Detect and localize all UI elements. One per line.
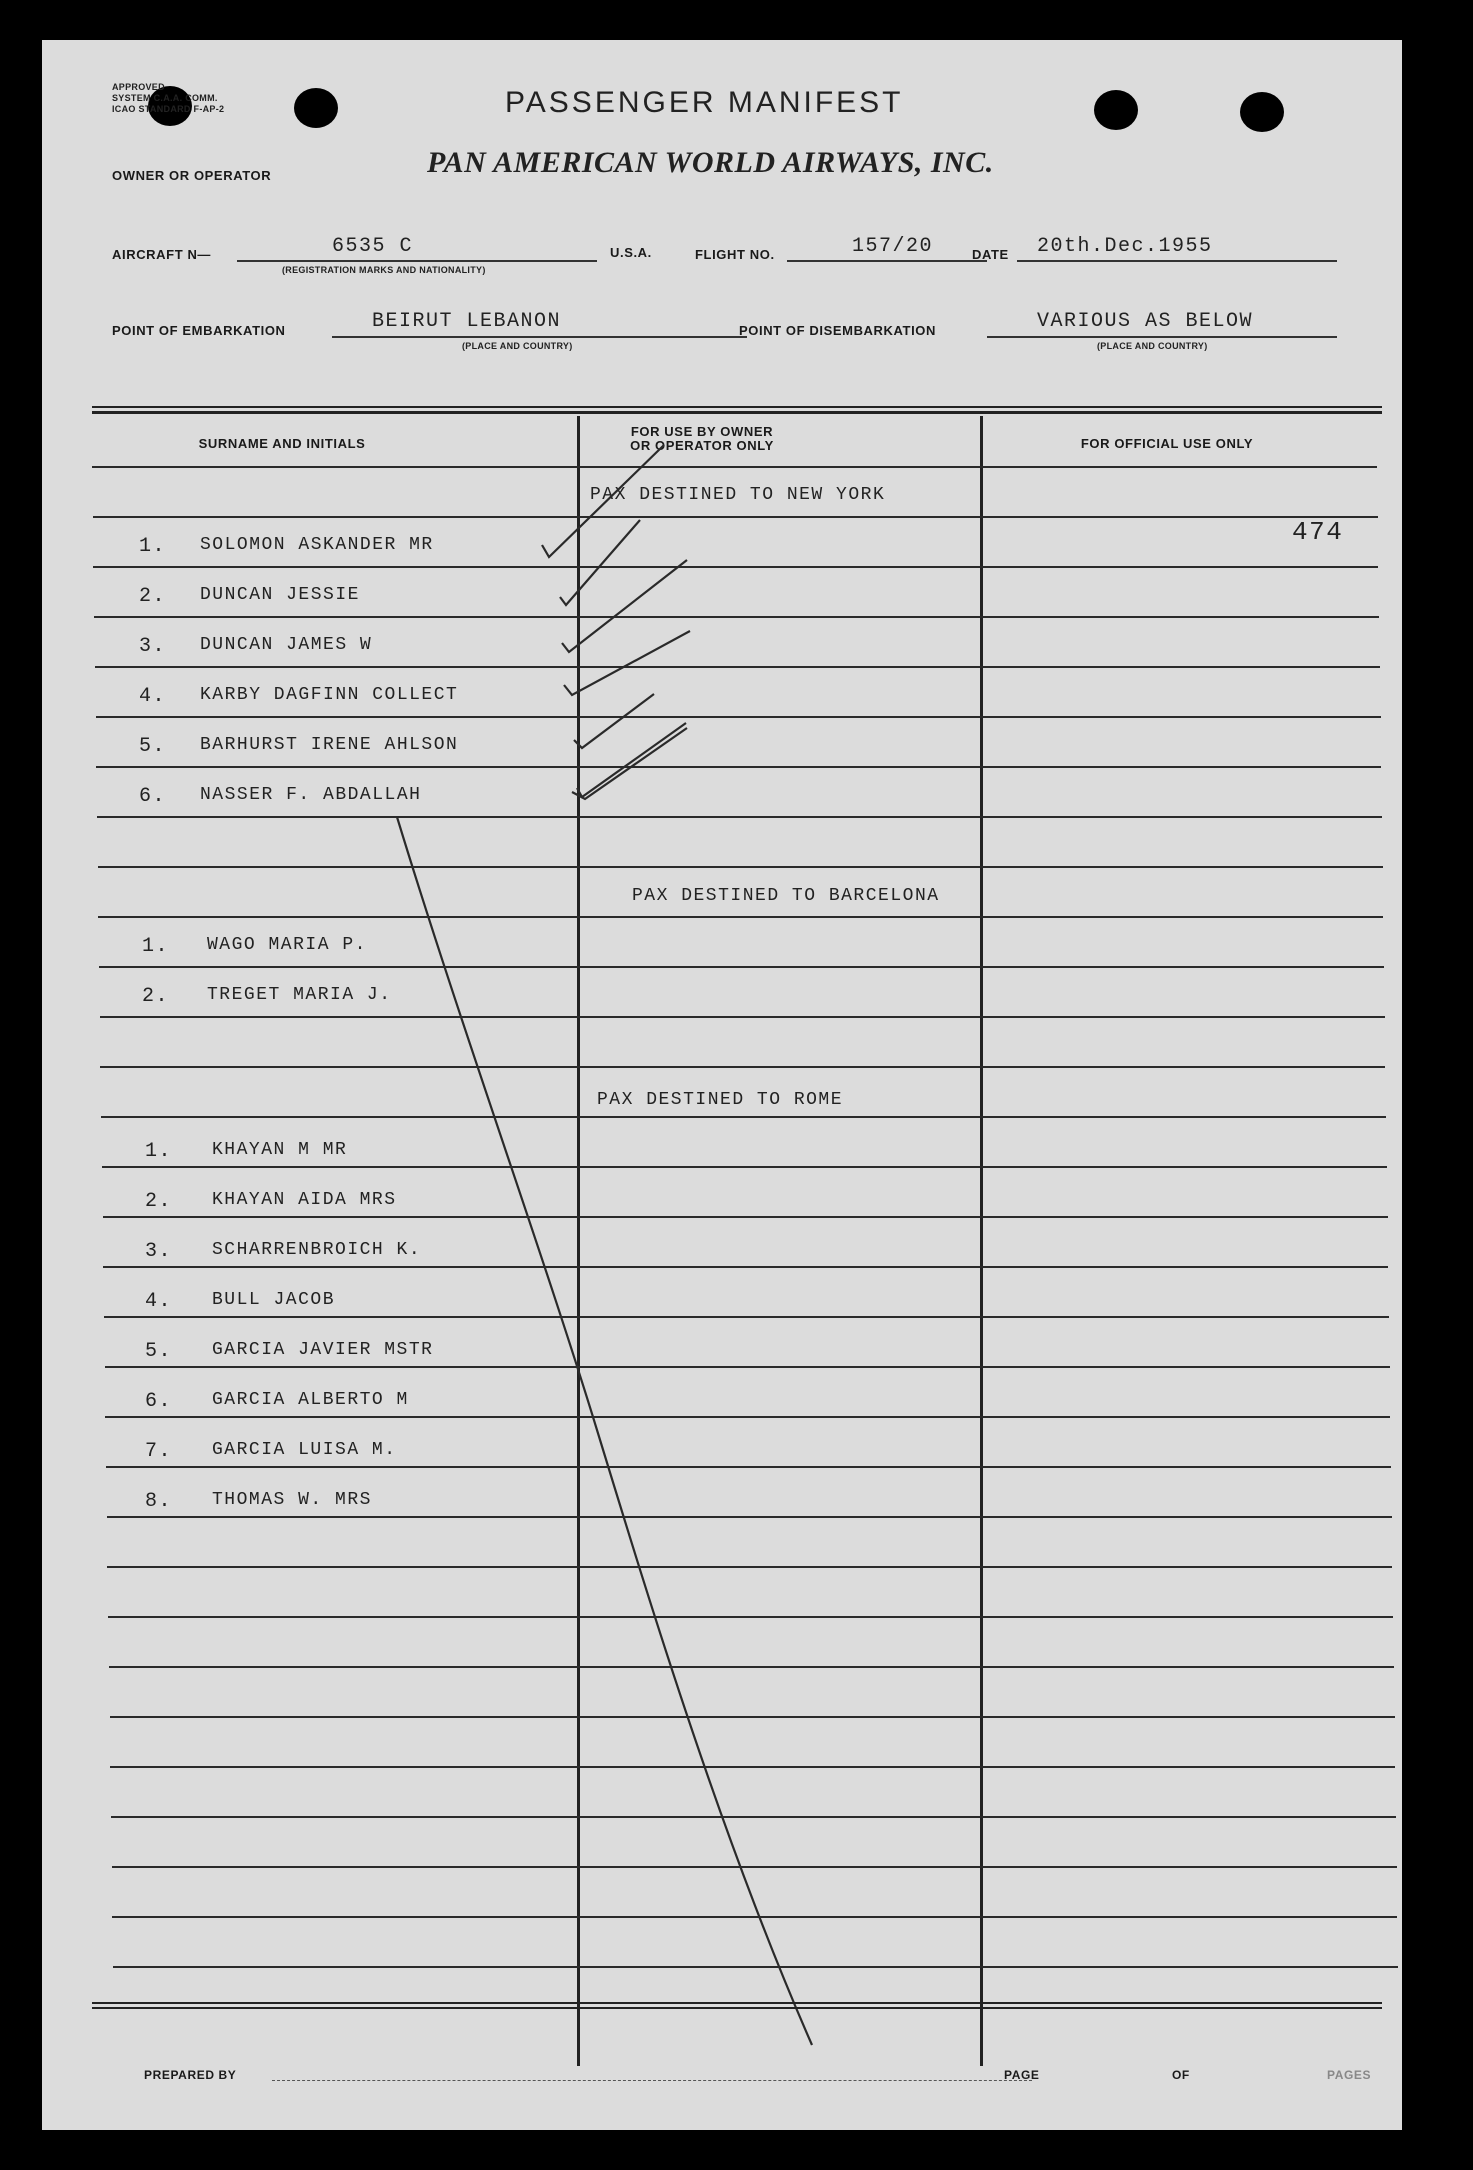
passenger-number: 5. bbox=[145, 1340, 173, 1363]
prepared-by-label: PREPARED BY bbox=[144, 2068, 237, 2082]
passenger-number: 8. bbox=[145, 1490, 173, 1513]
page-label: PAGE bbox=[1004, 2068, 1040, 2082]
approval-line: SYSTEM C.A.A. COMM. bbox=[112, 93, 218, 103]
passenger-name: SCHARRENBROICH K. bbox=[212, 1240, 422, 1260]
official-use-header: FOR OFFICIAL USE ONLY bbox=[1080, 436, 1254, 451]
passenger-name: THOMAS W. MRS bbox=[212, 1490, 372, 1510]
passenger-number: 2. bbox=[142, 985, 170, 1008]
surname-column-header: SURNAME AND INITIALS bbox=[198, 436, 366, 451]
passenger-name: TREGET MARIA J. bbox=[207, 985, 392, 1005]
passenger-number: 6. bbox=[139, 785, 167, 808]
diagonal-strike bbox=[397, 817, 812, 2045]
company-name: PAN AMERICAN WORLD AIRWAYS, INC. bbox=[427, 146, 994, 179]
passenger-name: WAGO MARIA P. bbox=[207, 935, 367, 955]
check-mark bbox=[574, 694, 654, 748]
manifest-sheet bbox=[42, 40, 1402, 2130]
registration-note: (REGISTRATION MARKS AND NATIONALITY) bbox=[282, 265, 486, 275]
passenger-number: 7. bbox=[145, 1440, 173, 1463]
date-label: DATE bbox=[972, 247, 1009, 262]
passenger-name: SOLOMON ASKANDER MR bbox=[200, 535, 434, 555]
group-heading-new-york: PAX DESTINED TO NEW YORK bbox=[590, 485, 886, 505]
passenger-number: 3. bbox=[145, 1240, 173, 1263]
official-number: 474 bbox=[1292, 517, 1344, 547]
disembarkation-label: POINT OF DISEMBARKATION bbox=[739, 323, 936, 338]
embarkation-value: BEIRUT LEBANON bbox=[372, 310, 562, 333]
owner-label: OWNER OR OPERATOR bbox=[112, 168, 272, 183]
passenger-name: GARCIA ALBERTO M bbox=[212, 1390, 409, 1410]
embarkation-label: POINT OF EMBARKATION bbox=[112, 323, 286, 338]
passenger-name: KHAYAN M MR bbox=[212, 1140, 348, 1160]
usa-label: U.S.A. bbox=[610, 245, 652, 260]
of-label: OF bbox=[1172, 2068, 1190, 2082]
flight-value: 157/20 bbox=[852, 235, 934, 258]
check-mark bbox=[562, 560, 687, 652]
passenger-name: DUNCAN JAMES W bbox=[200, 635, 373, 655]
passenger-number: 1. bbox=[142, 935, 170, 958]
flight-label: FLIGHT NO. bbox=[695, 247, 775, 262]
passenger-name: BULL JACOB bbox=[212, 1290, 336, 1310]
check-mark bbox=[542, 445, 664, 557]
passenger-name: NASSER F. ABDALLAH bbox=[200, 785, 422, 805]
page-title: PASSENGER MANIFEST bbox=[505, 86, 904, 119]
group-heading-rome: PAX DESTINED TO ROME bbox=[597, 1090, 844, 1110]
disembarkation-value: VARIOUS AS BELOW bbox=[1037, 310, 1254, 333]
passenger-number: 2. bbox=[145, 1190, 173, 1213]
passenger-name: GARCIA LUISA M. bbox=[212, 1440, 397, 1460]
passenger-name: KARBY DAGFINN COLLECT bbox=[200, 685, 459, 705]
passenger-number: 1. bbox=[145, 1140, 173, 1163]
aircraft-label: AIRCRAFT N— bbox=[112, 247, 212, 262]
passenger-name: KHAYAN AIDA MRS bbox=[212, 1190, 397, 1210]
approval-line: APPROVED bbox=[112, 82, 165, 92]
date-value: 20th.Dec.1955 bbox=[1037, 235, 1213, 258]
pages-label: PAGES bbox=[1327, 2068, 1372, 2082]
approval-line: ICAO STANDARD F-AP-2 bbox=[112, 104, 225, 114]
passenger-number: 1. bbox=[139, 535, 167, 558]
passenger-name: DUNCAN JESSIE bbox=[200, 585, 360, 605]
embarkation-note: (PLACE AND COUNTRY) bbox=[462, 341, 573, 351]
aircraft-value: 6535 C bbox=[332, 235, 414, 258]
check-mark bbox=[577, 723, 686, 797]
passenger-number: 3. bbox=[139, 635, 167, 658]
disembarkation-note: (PLACE AND COUNTRY) bbox=[1097, 341, 1208, 351]
owner-use-header: FOR USE BY OWNER OR OPERATOR ONLY bbox=[630, 424, 774, 453]
passenger-name: BARHURST IRENE AHLSON bbox=[200, 735, 459, 755]
passenger-number: 2. bbox=[139, 585, 167, 608]
passenger-number: 4. bbox=[145, 1290, 173, 1313]
check-marks-and-strike bbox=[42, 40, 1402, 2130]
check-mark bbox=[560, 520, 640, 605]
passenger-name: GARCIA JAVIER MSTR bbox=[212, 1340, 434, 1360]
passenger-number: 5. bbox=[139, 735, 167, 758]
group-heading-barcelona: PAX DESTINED TO BARCELONA bbox=[632, 886, 940, 906]
passenger-number: 4. bbox=[139, 685, 167, 708]
passenger-number: 6. bbox=[145, 1390, 173, 1413]
